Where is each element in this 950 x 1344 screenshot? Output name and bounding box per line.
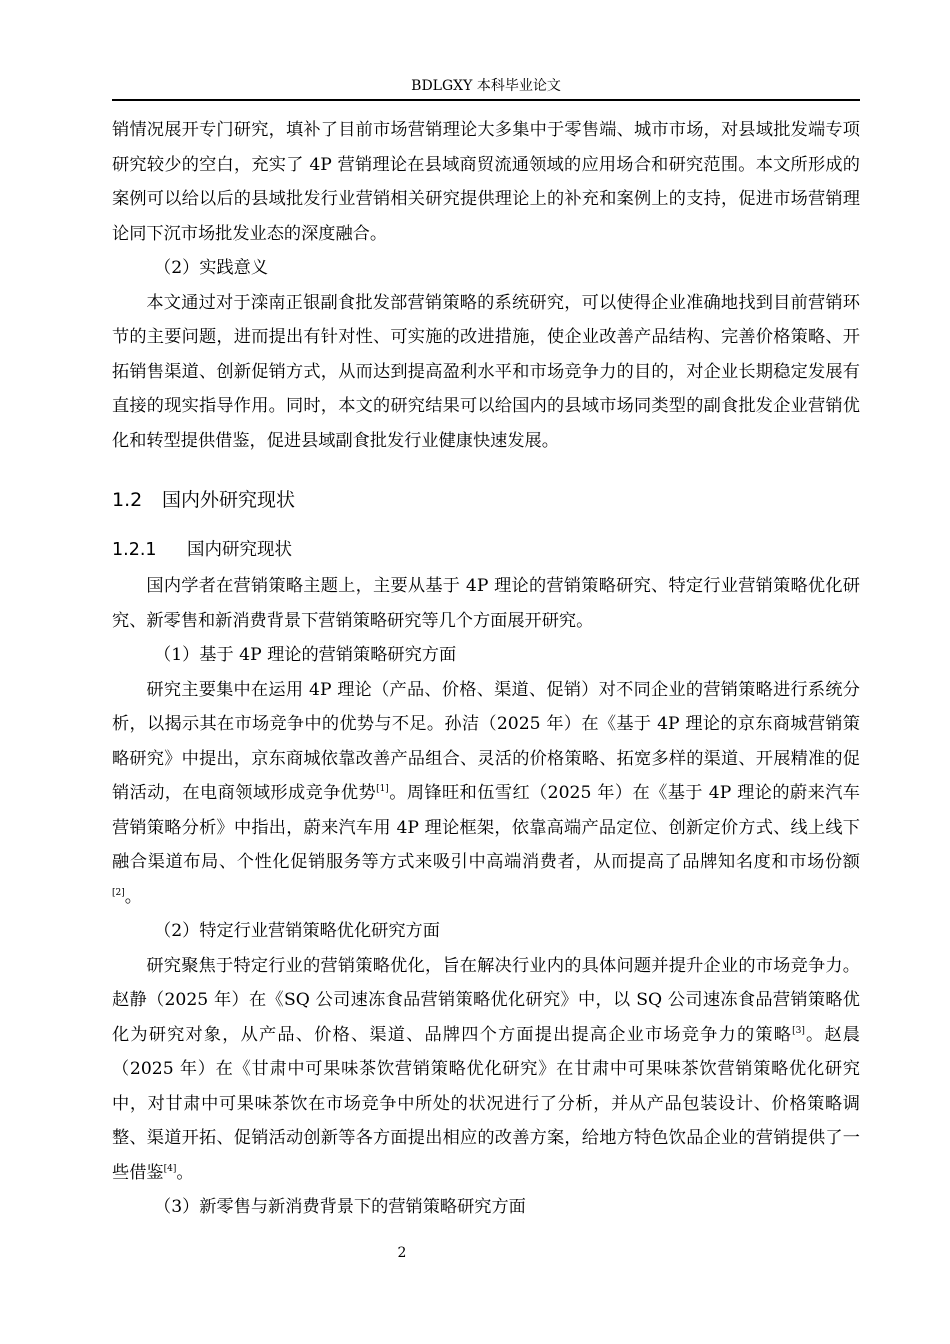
subsection-heading-1-2-1: [112, 531, 860, 569]
paragraph-text: 。周锋旺和伍雪红（2025 年）在《基于 4P 理论的蔚来汽车营销策略分析》中指出，蔚来汽车用 4P 理论框架，依靠高端产品定位、创新定价方式、线上线下融合渠道布局、个性化促销服务等方式来吸引中高端消费者，从而提高了品牌知名度和市场份额: [112, 783, 860, 872]
list-item-4p-research: （1）基于 4P 理论的营销策略研究方面: [154, 645, 457, 665]
header-rule: [112, 99, 860, 101]
section-spacer: [112, 519, 860, 531]
paragraph-domestic-overview: 国内学者在营销策略主题上，主要从基于 4P 理论的营销策略研究、特定行业营销策略优化研究、新零售和新消费背景下营销策略研究等几个方面展开研究。: [112, 576, 860, 631]
paragraph-practical-significance: 本文通过对于滦南正银副食批发部营销策略的系统研究，可以使得企业准确地找到目前营销环节的主要问题，进而提出有针对性、可实施的改进措施，使企业改善产品结构、完善价格策略、开拓销售渠道、创新促销方式，从而达到提高盈利水平和市场竞争力的目的，对企业长期稳定发展有直接的现实指导作用。同时，本文的研究结果可以给国内的县域市场同类型的副食批发企业营销优化和转型提供借鉴，促进县域副食批发行业健康快速发展。: [112, 292, 860, 451]
paragraph-text: 研究聚焦于特定行业的营销策略优化，旨在解决行业内的具体问题并提升企业的市场竞争力。赵静（2025 年）在《SQ 公司速冻食品营销策略优化研究》中，以 SQ 公司速冻食品营销策略优化为研究对象，从产品、价格、渠道、品牌四个方面提出提高企业市场竞争力的策略: [112, 955, 860, 1045]
section-title: 国内外研究现状: [162, 489, 296, 511]
page-number: 2: [397, 1245, 407, 1261]
subsection-title: 国内研究现状: [187, 540, 292, 560]
citation-ref-2: [2]: [112, 887, 125, 898]
citation-ref-1: [1]: [376, 784, 389, 794]
section-heading-1-2: [112, 481, 860, 519]
paragraph-text: 。: [176, 1162, 194, 1183]
running-header: BDLGXY 本科毕业论文: [411, 78, 561, 94]
citation-ref-3: [3]: [792, 1025, 805, 1036]
list-item-industry-optimization: （2）特定行业营销策略优化研究方面: [154, 921, 440, 941]
list-item-new-retail: （3）新零售与新消费背景下的营销策略研究方面: [154, 1197, 526, 1217]
document-body: [112, 113, 860, 1225]
section-spacer: [112, 458, 860, 481]
section-number: 1.2: [112, 489, 143, 511]
list-item-practical-significance: （2）实践意义: [154, 258, 269, 278]
citation-ref-4: [4]: [163, 1163, 177, 1174]
subsection-number: 1.2.1: [112, 540, 157, 560]
paragraph-text: 。: [124, 886, 142, 907]
paragraph-text: 。赵晨（2025 年）在《甘肃中可果味茶饮营销策略优化研究》在甘肃中可果味茶饮营销策略优化研究中，对甘肃中可果味茶饮在市场竞争中所处的状况进行了分析，并从产品包装设计、价格策略调整、渠道开拓、促销活动创新等各方面提出相应的改善方案，给地方特色饮品企业的营销提供了一些借鉴: [112, 1024, 860, 1183]
paragraph-text: 研究主要集中在运用 4P 理论（产品、价格、渠道、促销）对不同企业的营销策略进行系统分析，以揭示其在市场竞争中的优势与不足。孙洁（2025 年）在《基于 4P 理论的京东商城营销策略研究》中提出，京东商城依靠改善产品组合、灵活的价格策略、拓宽多样的渠道、开展精准的促销活动，在电商领域形成竞争优势: [112, 679, 860, 803]
paragraph-theoretical-significance-cont: 销情况展开专门研究，填补了目前市场营销理论大多集中于零售端、城市市场，对县域批发端专项研究较少的空白，充实了 4P 营销理论在县域商贸流通领域的应用场合和研究范围。本文所形成的案例可以给以后的县域批发行业营销相关研究提供理论上的补充和案例上的支持，促进市场营销理论同下沉市场批发业态的深度融合。: [112, 120, 860, 244]
paragraph-industry-optimization: [112, 949, 860, 1191]
paragraph-4p-research: [112, 673, 860, 915]
